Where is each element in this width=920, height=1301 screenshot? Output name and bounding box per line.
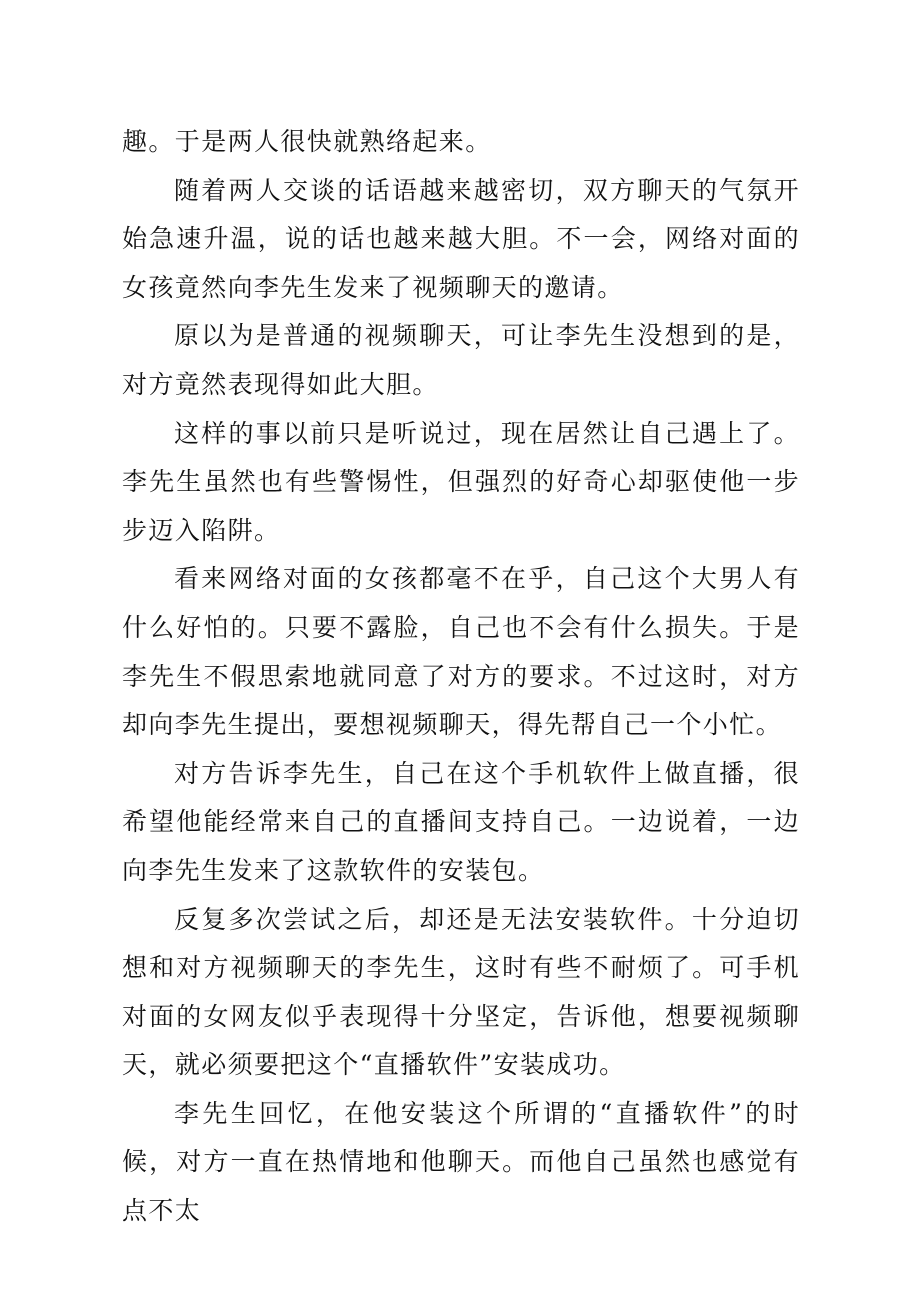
paragraph-8: 李先生回忆，在他安装这个所谓的“直播软件”的时候，对方一直在热情地和他聊天。而他自己虽然也感觉有点不太 [122,1098,800,1226]
paragraph-2: 随着两人交谈的话语越来越密切，双方聊天的气氛开始急速升温，说的话也越来越大胆。不一会，网络对面的女孩竟然向李先生发来了视频聊天的邀请。 [122,175,800,302]
paragraph-1: 趣。于是两人很快就熟络起来。 [122,127,492,156]
paragraph-4: 这样的事以前只是听说过，现在居然让自己遇上了。李先生虽然也有些警惕性，但强烈的好奇心却驱使他一步步迈入陷阱。 [122,418,800,545]
paragraph-5: 看来网络对面的女孩都毫不在乎，自己这个大男人有什么好怕的。只要不露脸，自己也不会有什么损失。于是李先生不假思索地就同意了对方的要求。不过这时，对方却向李先生提出，要想视频聊天，得先帮自己一个小忙。 [122,564,800,740]
article-body [122,118,800,1236]
paragraph-3: 原以为是普通的视频聊天，可让李先生没想到的是，对方竟然表现得如此大胆。 [122,321,800,399]
paragraph-6: 对方告诉李先生，自己在这个手机软件上做直播，很希望他能经常来自己的直播间支持自己。一边说着，一边向李先生发来了这款软件的安装包。 [122,758,800,885]
paragraph-7: 反复多次尝试之后，却还是无法安装软件。十分迫切想和对方视频聊天的李先生，这时有些不耐烦了。可手机对面的女网友似乎表现得十分坚定，告诉他，想要视频聊天，就必须要把这个“直播软件”安装成功。 [122,904,800,1080]
